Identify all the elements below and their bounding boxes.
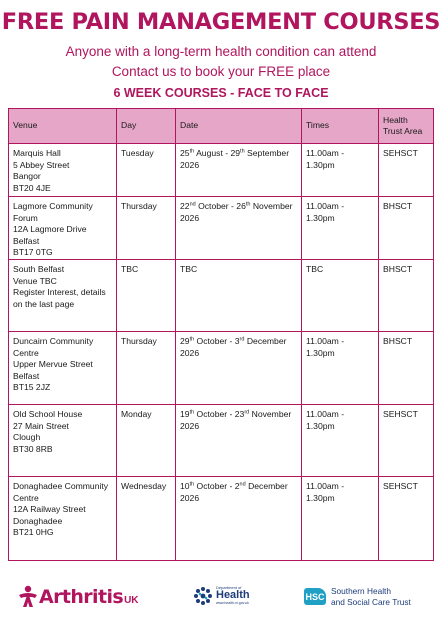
table-row: [9, 197, 434, 260]
column-header-day: Day: [117, 109, 176, 144]
start-month: October: [198, 201, 229, 211]
venue-line: Clough: [13, 432, 41, 442]
date-year: 2026: [180, 492, 200, 503]
venue-line: BT21 0HG: [13, 527, 54, 537]
time-end: 1.30pm: [306, 159, 335, 170]
course-schedule-table: [8, 108, 434, 561]
venue-cell: [9, 477, 117, 561]
end-month: November: [252, 201, 293, 211]
start-suffix: th: [189, 336, 195, 343]
day-cell: Wednesday: [117, 477, 176, 561]
health-url: www.health-ni.gov.uk: [216, 601, 249, 605]
time-start: 11.00am -: [306, 336, 345, 346]
date-cell: 25th August - 29th September 2026: [176, 144, 302, 197]
venue-line: on the last page: [13, 298, 75, 309]
start-day: 25: [180, 148, 190, 158]
venue-line: BT30 8RB: [13, 443, 53, 454]
time-start: 11.00am -: [306, 148, 345, 158]
day-cell: TBC: [117, 260, 176, 332]
arthritis-uk-logo: [17, 584, 139, 610]
start-day: 19: [180, 409, 190, 419]
venue-line: South Belfast: [13, 264, 65, 274]
venue-cell: [9, 332, 117, 405]
health-dept-label: Department of: [216, 585, 242, 590]
venue-cell: [9, 197, 117, 260]
venue-line: Donaghadee: [13, 515, 63, 526]
column-header-area-line1: Health: [383, 114, 408, 125]
start-day: 22: [180, 201, 190, 211]
start-suffix: th: [189, 409, 195, 416]
health-crest-icon: [193, 586, 213, 606]
table-row: [9, 144, 434, 197]
start-month: October: [196, 409, 228, 419]
trust-area-cell: SEHSCT: [379, 144, 434, 197]
venue-line: 12A Railway Street: [13, 504, 86, 514]
end-day: 2: [234, 481, 240, 491]
hsc-badge: HSC: [304, 588, 326, 605]
start-day: 10: [180, 481, 190, 491]
column-header-area-line2: Trust Area: [383, 126, 423, 136]
end-day: 29: [230, 148, 241, 158]
date-cell: 29th October - 3rd December 2026: [176, 332, 302, 405]
venue-line: Forum: [13, 212, 38, 223]
venue-line: BT20 4JE: [13, 182, 51, 193]
venue-line: Venue TBC: [13, 275, 57, 286]
arthritis-figure-icon: [17, 585, 39, 609]
date-cell: 19th October - 23rd November 2026: [176, 405, 302, 477]
start-suffix: th: [189, 148, 195, 155]
trust-area-cell: SEHSCT: [379, 405, 434, 477]
venue-line: Belfast: [13, 370, 40, 381]
start-suffix: nd: [189, 201, 196, 208]
venue-line: 27 Main Street: [13, 420, 69, 431]
end-suffix: rd: [239, 336, 245, 343]
times-cell: [302, 477, 379, 561]
start-month: October: [196, 481, 228, 491]
date-cell: TBC: [176, 260, 302, 332]
venue-line: Marquis Hall: [13, 148, 61, 158]
end-suffix: nd: [239, 481, 246, 488]
end-month: November: [251, 409, 292, 419]
venue-cell: [9, 144, 117, 197]
time-start: 11.00am -: [306, 201, 345, 211]
venue-line: Upper Mervue Street: [13, 359, 93, 369]
start-suffix: th: [189, 481, 195, 488]
column-header-date: Date: [176, 109, 302, 144]
venue-line: BT17 0TG: [13, 247, 53, 257]
times-cell: TBC: [302, 260, 379, 332]
end-month: December: [248, 481, 288, 491]
table-row: [9, 477, 434, 561]
column-header-area: [379, 109, 434, 144]
end-suffix: th: [245, 201, 251, 208]
venue-line: 5 Abbey Street: [13, 159, 70, 170]
time-end: 1.30pm: [306, 492, 335, 503]
hsc-name-line1: Southern Health: [331, 586, 391, 596]
time-end: 1.30pm: [306, 212, 335, 223]
date-cell: 22nd October - 26th November 2026: [176, 197, 302, 260]
end-day: 26: [236, 201, 246, 211]
trust-area-cell: BHSCT: [379, 260, 434, 332]
footer-logos: [0, 578, 442, 614]
table-row: [9, 332, 434, 405]
start-day: 29: [180, 336, 190, 346]
venue-line: Duncairn Community: [13, 336, 94, 346]
trust-area-cell: SEHSCT: [379, 477, 434, 561]
date-year: 2026: [180, 159, 200, 170]
times-cell: [302, 144, 379, 197]
day-cell: Tuesday: [117, 144, 176, 197]
day-cell: Thursday: [117, 332, 176, 405]
date-year: 2026: [180, 347, 200, 358]
end-month: December: [246, 336, 287, 346]
venue-cell: [9, 405, 117, 477]
department-of-health-logo: [193, 585, 250, 606]
arthritis-wordmark: Arthritis: [39, 586, 124, 608]
column-header-venue: Venue: [9, 109, 117, 144]
date-year: 2026: [180, 420, 200, 431]
venue-line: Donaghadee Community: [13, 481, 109, 491]
venue-line: Lagmore Community: [13, 201, 93, 211]
date-cell: 10th October - 2nd December 2026: [176, 477, 302, 561]
page-title: FREE PAIN MANAGEMENT COURSES: [1, 9, 441, 35]
venue-line: BT15 2JZ: [13, 382, 51, 392]
start-month: August: [196, 148, 223, 158]
venue-line: Old School House: [13, 409, 83, 419]
arthritis-uk-mark: UK: [124, 594, 139, 606]
eligibility-subtitle: Anyone with a long-term health condition can attend: [65, 44, 377, 59]
time-start: 11.00am -: [306, 481, 345, 491]
venue-line: Centre: [13, 492, 39, 503]
time-start: 11.00am -: [306, 409, 345, 419]
course-format-heading: 6 WEEK COURSES - FACE TO FACE: [113, 86, 329, 100]
table-row: [9, 405, 434, 477]
times-cell: [302, 405, 379, 477]
times-cell: [302, 197, 379, 260]
end-suffix: th: [240, 148, 245, 155]
table-row: [9, 260, 434, 332]
end-suffix: rd: [244, 409, 250, 416]
times-cell: [302, 332, 379, 405]
start-month: October: [196, 336, 228, 346]
day-cell: Monday: [117, 405, 176, 477]
southern-trust-logo: [304, 586, 411, 607]
venue-cell: [9, 260, 117, 332]
table-header-row: [9, 109, 434, 144]
hsc-name-line2: and Social Care Trust: [331, 596, 411, 607]
end-month: September: [247, 148, 290, 158]
time-end: 1.30pm: [306, 420, 335, 431]
booking-subtitle: Contact us to book your FREE place: [111, 64, 331, 79]
end-day: 3: [234, 336, 240, 346]
venue-line: 12A Lagmore Drive: [13, 224, 87, 234]
venue-line: Centre: [13, 347, 39, 358]
day-cell: Thursday: [117, 197, 176, 260]
column-header-times: Times: [302, 109, 379, 144]
health-name: Health: [216, 589, 250, 601]
trust-area-cell: BHSCT: [379, 197, 434, 260]
venue-line: Register Interest, details: [13, 287, 106, 297]
date-year: 2026: [180, 212, 200, 223]
venue-line: Bangor: [13, 171, 41, 181]
end-day: 23: [234, 409, 245, 419]
time-end: 1.30pm: [306, 347, 335, 358]
trust-area-cell: BHSCT: [379, 332, 434, 405]
venue-line: Belfast: [13, 235, 40, 246]
